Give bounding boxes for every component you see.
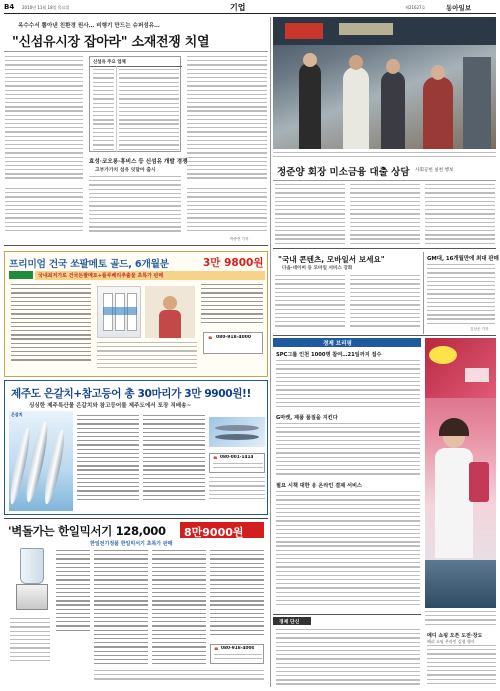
ad1-phone: 080-918-4000 xyxy=(216,335,252,340)
lead-body-col1 xyxy=(5,56,83,184)
col2-subtitle: 다음·네이버 등 모바일 서비스 강화 xyxy=(282,266,353,271)
mid-byline: 박중현 기자 xyxy=(230,237,249,241)
economy-item-1: SPC그룹 인천 1000명 참여…21일까지 접수 xyxy=(276,352,382,358)
photo-deck: 사회공헌 실천 행보 xyxy=(415,168,454,173)
ad2-fish-tag: 은갈치 xyxy=(11,412,23,417)
event-title: 메디 쇼핑 오픈 도전·장도 xyxy=(427,633,483,639)
product-bottle-image xyxy=(97,286,141,338)
issue-number: 제21627호 xyxy=(405,5,426,10)
lead-body-col3 xyxy=(187,56,267,184)
product-figure-image xyxy=(145,286,195,338)
event-photo xyxy=(273,17,496,149)
issue-date: 2010년 11월 18일 목요일 xyxy=(22,5,70,10)
table-title: 신섬유 주요 업체 xyxy=(93,60,126,65)
page-number: B4 xyxy=(4,3,15,11)
fish-box-image xyxy=(209,417,265,447)
sale-badge-graphic xyxy=(429,346,457,364)
ad3-subtitle: 한일전기정품 한일믹서기 초특가 판매 xyxy=(90,541,173,547)
mixer-image xyxy=(12,548,52,612)
promo-photo xyxy=(425,338,496,608)
ad-jeju-fish[interactable] xyxy=(4,380,268,515)
ad1-price: 3만 9800원 xyxy=(203,257,264,269)
economy-header: 경제 브리핑 xyxy=(323,341,352,347)
ad3-phone: 080-918-4000 xyxy=(221,646,255,651)
lead-kicker: 옥수수서 뽑아낸 친환경 원사… 비행기 만드는 슈퍼섬유… xyxy=(18,23,160,29)
ad2-subtitle: 싱싱한 제주특산물 은갈치와 참고등어를 제주도에서 포장 직배송~ xyxy=(29,403,192,409)
lead-headline: "신섬유시장 잡아라" 소재전쟁 치열 xyxy=(12,35,210,50)
ad-hanil-mixer[interactable] xyxy=(4,518,268,688)
ad3-price-badge xyxy=(180,522,264,538)
col3-title: GM대, 16개월만에 최대 판매 xyxy=(427,256,499,262)
notice-header-bar xyxy=(273,617,311,625)
mid-headline: 효성·코오롱·휴비스 등 신섬유 개발 경쟁 xyxy=(89,159,188,165)
photo-headline: 정준양 회장 미소금융 대출 상담 xyxy=(277,167,410,178)
person-figure xyxy=(423,77,453,149)
ad2-headline: 제주도 은갈치+참고등어 총 30마리가 3만 9900원!! xyxy=(11,388,251,400)
person-figure xyxy=(299,63,321,149)
ad3-headline: '벽돌가는 한일믹서기 128,000 xyxy=(8,524,166,538)
mid-subhead: 고부가가치 섬유 잇달아 출시 xyxy=(95,168,156,173)
ad-saw-palmetto[interactable] xyxy=(4,251,268,377)
masthead-logo: 동아일보 xyxy=(446,4,472,12)
ad2-phone: 080-001-1414 xyxy=(220,455,254,460)
person-figure xyxy=(343,67,369,149)
economy-item-3: 필요 시책 대한 응 온라인 결제 서비스 xyxy=(276,483,363,489)
section-title: 기업 xyxy=(230,3,246,12)
ad1-badge-bar xyxy=(35,271,265,280)
fish-image xyxy=(9,411,73,511)
fiber-companies-table xyxy=(89,56,181,152)
ad1-label-tag xyxy=(9,271,33,279)
person-figure xyxy=(381,71,405,149)
ad1-body xyxy=(11,284,91,364)
event-sub: 해피 쇼핑 온라인 실험 행사 xyxy=(427,639,475,644)
ad1-headline: 프리미엄 건국 쏘팔메토 골드, 6개월분 xyxy=(9,259,169,270)
notice-title: 경제 단신 xyxy=(279,620,300,625)
col3-byline: 김상운 기자 xyxy=(470,327,489,331)
ad2-order-box[interactable]: ☎ 080-001-1414 xyxy=(209,453,265,473)
economy-header-bar xyxy=(273,338,421,347)
ad3-order-box[interactable]: ☎ 080-918-4000 xyxy=(210,644,264,664)
economy-item-2: G마켓, 제품 품질을 지킨다 xyxy=(276,415,338,421)
banner-graphic xyxy=(285,23,323,39)
ad3-price: 8만9000원 xyxy=(184,526,244,539)
ad1-order-box[interactable]: ☎ 080-918-4000 xyxy=(203,332,263,354)
mid-body xyxy=(89,176,181,236)
ad1-badge: 국내최저가로 건국돈팔메토+플루베리추출물 초특가 판매 xyxy=(38,273,164,279)
photo-caption-text xyxy=(273,152,496,164)
model-figure xyxy=(435,448,473,558)
col2-title: "국내 콘텐츠, 모바일서 보세요" xyxy=(278,255,385,264)
